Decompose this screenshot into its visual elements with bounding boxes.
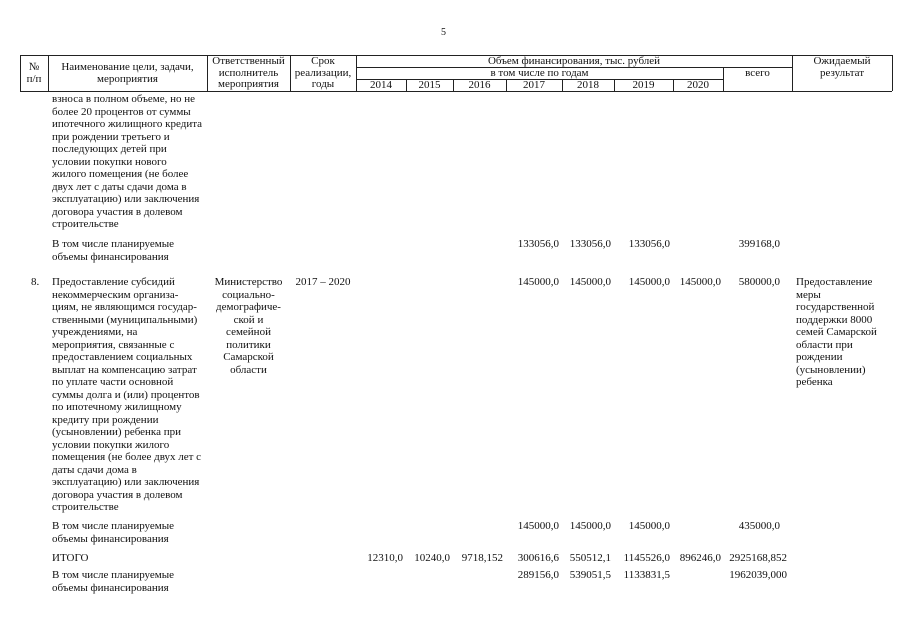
itogo-2019: 1145526,0 <box>623 552 670 564</box>
continued-planned-2019: 133056,0 <box>628 238 670 250</box>
continued-planned-total: 399168,0 <box>738 238 780 250</box>
item8-2017: 145000,0 <box>517 276 559 288</box>
item8-result: Предоставление меры государственной поддержки 8000 семей Самарской области при рождении (усыновлении) ребенка <box>796 276 877 388</box>
header-executor: Ответственный исполнитель мероприятия <box>212 55 285 90</box>
header-no: № п/п <box>26 61 42 85</box>
continued-planned-2018: 133056,0 <box>569 238 611 250</box>
header-term: Срок реализации, годы <box>294 55 352 90</box>
itogo-total: 2925168,852 <box>729 552 787 564</box>
itogo-2014: 12310,0 <box>367 552 403 564</box>
itogo-2016: 9718,152 <box>461 552 503 564</box>
itogo-planned-2018: 539051,5 <box>569 569 611 581</box>
year-2017: 2017 <box>523 79 545 91</box>
item8-planned-2018: 145000,0 <box>569 520 611 532</box>
year-2019: 2019 <box>632 79 655 91</box>
item8-number: 8. <box>31 276 40 288</box>
header-name: Наименование цели, задачи, мероприятия <box>61 61 194 85</box>
year-2018: 2018 <box>577 79 599 91</box>
itogo-planned-total: 1962039,000 <box>729 569 787 581</box>
item8-2019: 145000,0 <box>628 276 670 288</box>
itogo-planned-2017: 289156,0 <box>517 569 559 581</box>
itogo-2020: 896246,0 <box>679 552 721 564</box>
item8-total: 580000,0 <box>738 276 780 288</box>
continued-planned-label: В том числе планируемые объемы финансирования <box>52 238 175 263</box>
itogo-2018: 550512,1 <box>569 552 611 564</box>
header-by-years: в том числе по годам <box>490 67 589 79</box>
item8-executor: Министерство социально- демографиче- ской и семейной политики Самарской области <box>214 276 283 376</box>
continued-planned-2017: 133056,0 <box>517 238 559 250</box>
header-total: всего <box>745 67 770 79</box>
item8-2018: 145000,0 <box>569 276 611 288</box>
year-2016: 2016 <box>468 79 491 91</box>
itogo-2017: 300616,6 <box>517 552 559 564</box>
page-number: 5 <box>441 27 446 38</box>
itogo-planned-2019: 1133831,5 <box>623 569 670 581</box>
year-2015: 2015 <box>418 79 441 91</box>
year-2014: 2014 <box>370 79 392 91</box>
item8-planned-2019: 145000,0 <box>628 520 670 532</box>
item8-term: 2017 – 2020 <box>295 276 351 288</box>
year-2020: 2020 <box>687 79 709 91</box>
itogo-planned-label: В том числе планируемые объемы финансирования <box>52 569 175 594</box>
item8-description: Предоставление субсидий некоммерческим организа- циям, не являющимся государ- ственными (муниципальными) учреждениями, на мероприятия, связанные с предоставлением социальных выплат на компенсацию затрат по уплате части основной суммы долга и (или) процентов по ипотечному жилищному кредиту при рождении (усыновлении) ребенка при условии покупки жилого помещения (не более двух лет с даты сдачи дома в эксплуатацию) или заключения договора участия в долевом строительстве <box>52 276 202 513</box>
itogo-2015: 10240,0 <box>414 552 450 564</box>
header-result: Ожидаемый результат <box>813 55 871 79</box>
item8-planned-label: В том числе планируемые объемы финансирования <box>52 520 175 545</box>
continued-row-text: взноса в полном объеме, но не более 20 процентов от суммы ипотечного жилищного кредита при рождении третьего и последующих детей при условии покупки нового жилого помещения (не более двух лет с даты сдачи дома в эксплуатацию) или заключения договора участия в долевом строительстве <box>52 93 203 230</box>
itogo-label: ИТОГО <box>52 552 89 564</box>
col-border <box>892 55 893 91</box>
header-funding: Объем финансирования, тыс. рублей <box>487 55 661 67</box>
item8-2020: 145000,0 <box>679 276 721 288</box>
item8-planned-2017: 145000,0 <box>517 520 559 532</box>
item8-planned-total: 435000,0 <box>738 520 780 532</box>
